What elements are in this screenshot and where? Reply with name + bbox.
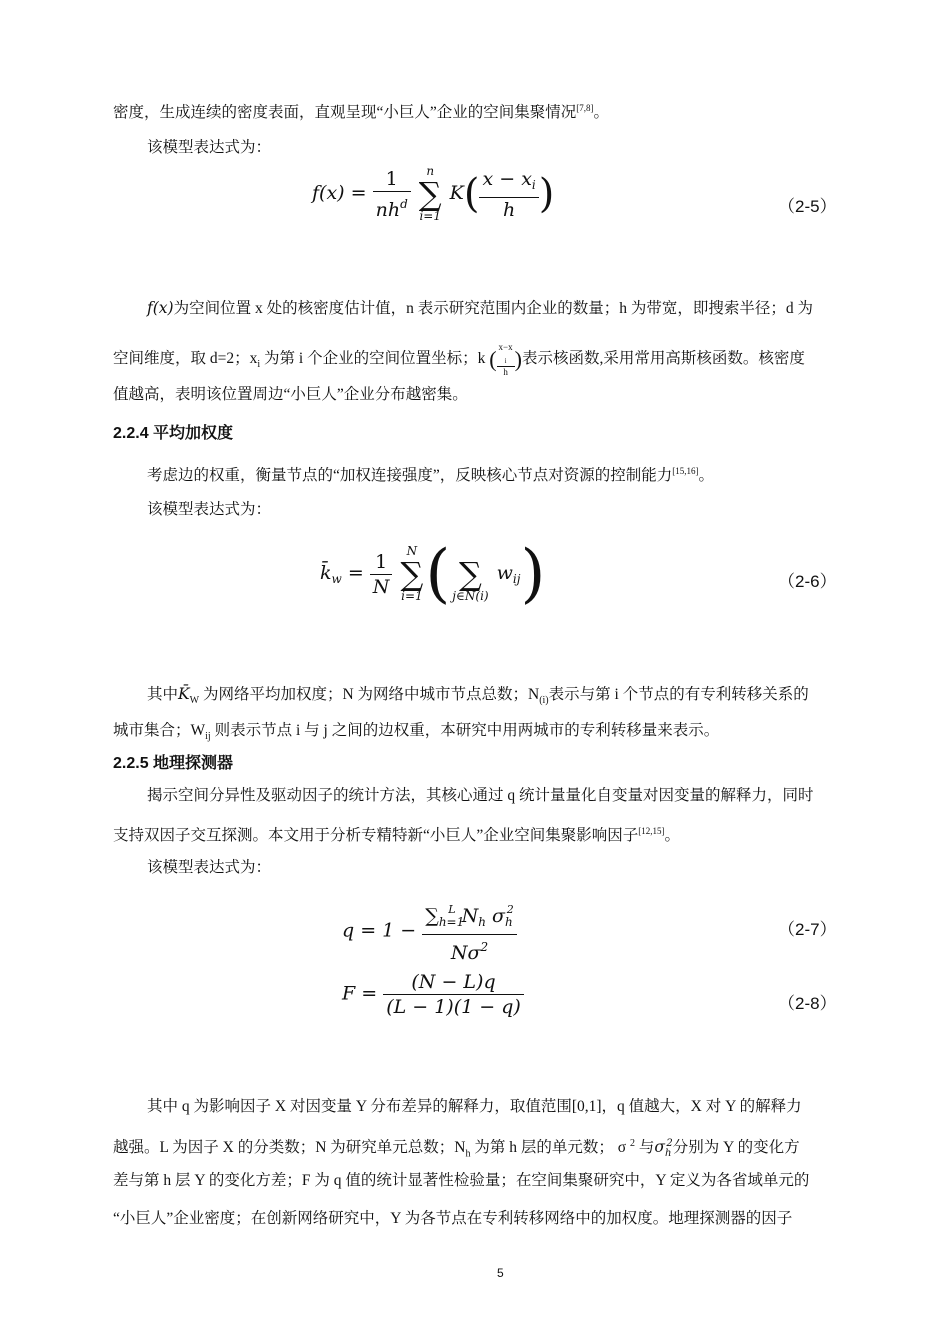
section-heading-2-2-4: 2.2.4 平均加权度	[113, 425, 234, 442]
page-number: 5	[497, 1266, 504, 1280]
paragraph-geodetector-def-3: 差与第 h 层 Y 的变化方差；F 为 q 值的统计显著性检验量；在空间集聚研究中，Y 定义为各省域单元的	[113, 1172, 810, 1189]
equation-2-5: f(x) = $\frac{1}{nh^d}$ n ∑ i=1 K( $\frac{x - x_i}{h}$ )	[312, 164, 555, 223]
paragraph-weighted-degree: 考虑边的权重，衡量节点的“加权连接强度”，反映核心节点对资源的控制能力[15,16]。	[147, 466, 715, 484]
model-expression-label: 该模型表达式为：	[147, 139, 272, 156]
paragraph-kde-intro: 密度，生成连续的密度表面，直观呈现“小巨人”企业的空间集聚情况[7,8]。	[113, 103, 610, 121]
paragraph-geodetector-1: 揭示空间分异性及驱动因子的统计方法，其核心通过 q 统计量量化自变量对因变量的解释力，同时	[147, 787, 814, 804]
paragraph-weighted-degree-def-1: 其中$K̄_W$ 为网络平均加权度；N 为网络中城市节点总数；$N_{(i)}$表示与第 i 个节点的有专利转移关系的	[147, 685, 809, 707]
equation-2-8: F = $\frac{(N - L)q}{(L - 1)(1 - q)}$	[342, 970, 524, 1019]
equation-number-2-7: （2-7）	[778, 920, 837, 939]
model-expression-label: 该模型表达式为：	[147, 501, 272, 518]
equation-number-2-5: （2-5）	[778, 197, 837, 216]
equation-number-2-6: （2-6）	[778, 572, 837, 591]
equation-number-2-8: （2-8）	[778, 994, 837, 1013]
paragraph-geodetector-def-1: 其中 q 为影响因子 X 对因变量 Y 分布差异的解释力，取值范围[0,1]，q 值越大，X 对 Y 的解释力	[147, 1098, 802, 1115]
citation: [12,15]	[638, 826, 665, 836]
paragraph-geodetector-2: 支持双因子交互探测。本文用于分析专精特新“小巨人”企业空间集聚影响因子[12,15]。	[113, 826, 681, 844]
citation: [15,16]	[672, 466, 699, 476]
equation-2-7: q = 1 − $\frac{\sum_{h=1}^L N_h \sigma_h^2}{N\sigma^2}$	[342, 898, 517, 965]
model-expression-label: 该模型表达式为：	[147, 859, 272, 876]
section-heading-2-2-5: 2.2.5 地理探测器	[113, 755, 234, 772]
paragraph-kde-def-3: 值越高，表明该位置周边“小巨人”企业分布越密集。	[113, 386, 468, 403]
paragraph-kde-def-1: f(x)为空间位置 x 处的核密度估计值，n 表示研究范围内企业的数量；h 为带宽，即搜索半径；d 为	[147, 299, 813, 317]
citation: [7,8]	[576, 103, 594, 113]
paragraph-geodetector-def-4: “小巨人”企业密度；在创新网络研究中，Y 为各节点在专利转移网络中的加权度。地理探测器的因子	[113, 1210, 793, 1227]
paragraph-kde-def-2: 空间维度，取 d=2；$x_i$ 为第 i 个企业的空间位置坐标；k ( x−x $_i$ h )表示核函数,采用常用高斯核函数。核密度	[113, 342, 805, 377]
paragraph-geodetector-def-2: 越强。L 为因子 X 的分类数；N 为研究单元总数；$N_h$ 为第 h 层的单元数； σ $^2$ 与$\sigma_h^2$分别为 Y 的变化方	[113, 1138, 800, 1160]
equation-2-6: $k̄_w$ = $\frac{1}{N}$ N ∑ i=1 ( ∑ j∈N(i) $w_{ij}$)	[320, 537, 546, 611]
paragraph-weighted-degree-def-2: 城市集合；$W_{ij}$ 则表示节点 i 与 j 之间的边权重，本研究中用两城市的专利转移量来表示。	[113, 722, 720, 743]
